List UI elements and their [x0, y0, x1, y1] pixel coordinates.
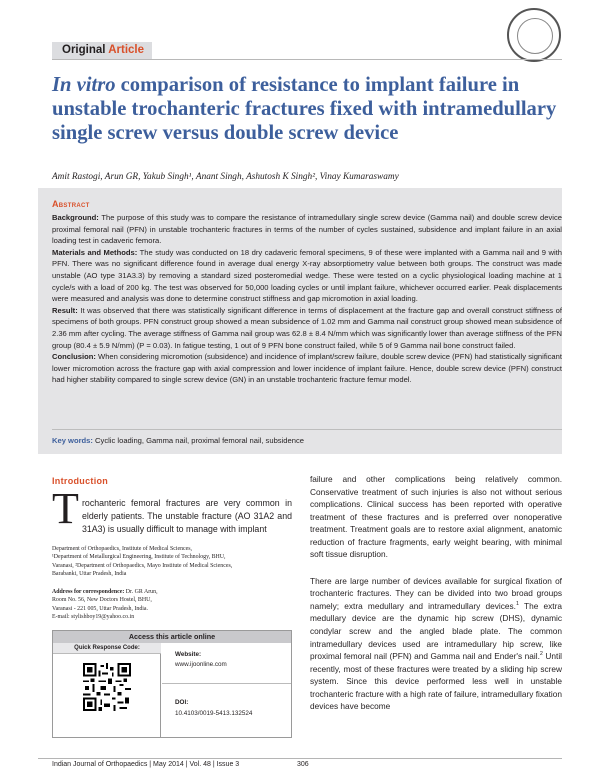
website-label: Website: — [175, 651, 202, 658]
intro-first-paragraph: rochanteric femoral fractures are very common in elderly patients. The unstable fracture (AO 31A2 and 31A3) is usually difficult to manage with implant — [82, 498, 292, 534]
qr-code-icon[interactable] — [83, 663, 131, 711]
website-link[interactable]: www.ijoonline.com — [175, 661, 227, 668]
qr-column — [53, 643, 161, 737]
drop-cap: T — [52, 484, 79, 533]
header-rule — [52, 59, 562, 60]
right-column-text — [310, 473, 562, 713]
access-divider — [162, 683, 291, 684]
abstract-heading: Abstract — [52, 199, 90, 209]
access-box-title: Access this article online — [53, 631, 291, 643]
page-number: 306 — [297, 761, 309, 768]
doi-label: DOI: — [175, 699, 189, 706]
keywords-rule — [52, 429, 562, 430]
keywords: Key words: Cyclic loading, Gamma nail, proximal femoral nail, subsidence — [52, 436, 304, 445]
conclusion-text: When considering micromotion (subsidence) and incidence of implant/screw failure, double screw device (PFN) had statistically significant lower micromotion across the fracture gap with axial compression and lower incidence of implant failure. Hence, double screw device (PFN) construct had higher stability compared to single screw device (GN) in an unstable trochanteric fracture femur model. — [52, 352, 562, 385]
intro-paragraph-continued: failure and other complications being relatively common. Conservative treatment of such injuries is also not without serious complications. Clinical success has been reported with operative treatment of these fractures and is preferred over nonoperative treatment. Treatment goals are to restore axial alignment, anatomic reduction of fracture fragments, early weight bearing, with minimal soft tissue disruption. — [310, 474, 562, 560]
correspondence-email[interactable]: E-mail: stylishboy19@yahoo.co.in — [52, 613, 135, 620]
methods-label: Materials and Methods: — [52, 247, 138, 257]
citation-ref[interactable]: 2 — [539, 651, 543, 658]
journal-footer: Indian Journal of Orthopaedics | May 2014 | Vol. 48 | Issue 3 — [52, 761, 240, 768]
background-text: The purpose of this study was to compare the resistance of intramedullary single screw device (Gamma nail) and double screw device proximal femoral nail (PFN) in unstable trochanteric fractures in terms of the number of cycles sustained, subsidence and implant failure in an axial loading test in cadaveric femora. — [52, 213, 562, 246]
article-title: In vitro comparison of resistance to implant failure in unstable trochanteric fractures fixed with intramedullary single screw versus double screw device — [52, 74, 557, 144]
methods-text: The study was conducted on 18 dry cadaveric femoral specimens, 9 of these were implanted with a Gamma nail and 9 with PFN. There was no significant difference found in average dual energy X-ray absorptiometry value between both groups. The construct was made unstable (AO type 31A3.3) by removing a standard sized posteromedial wedge. These were tested on a cyclic physiological loading machine at 1 cycle/s with a load of 200 kg. The test was observed for 50,000 loading cycles or until implant failure, whichever occurred earlier. Peak displacements were measured and analysis was done to determine construct stiffness and gap micromotion in axial loading. — [52, 247, 563, 304]
footer-rule — [38, 758, 562, 759]
article-type-label: Original Article — [52, 42, 152, 59]
intro-paragraph-devices: There are large number of devices available for surgical fixation of trochanteric fractures. They can be divided into two broad groups namely; extra medullary and intramedullary devices.$^1$ The extra medullary device are the dynamic hip screw (DHS), dynamic condylar screw and the angled blade plate. The common intramedullary devices used are intramedullary hip screw, like proximal femoral nail (PFN) and Gamma nail and Ender's nail.$^2$ Until recently, most of these fractures were treated by a sliding hip screw system. Since this device performed less well in unstable trochanteric fracture with a high rate of failure, intramedullary fixation devices have become — [310, 575, 563, 712]
author-list: Amit Rastogi, Arun GR, Yakub Singh¹, Anant Singh, Ashutosh K Singh², Vinay Kumaraswamy — [52, 172, 399, 182]
qr-label: Quick Response Code: — [53, 643, 161, 654]
conclusion-label: Conclusion: — [52, 352, 96, 362]
doi-link[interactable]: 10.4103/0019-5413.132524 — [175, 710, 253, 717]
citation-ref[interactable]: 1 — [515, 601, 519, 608]
result-label: Result: — [52, 305, 78, 315]
introduction-heading: Introduction — [52, 476, 109, 486]
journal-seal-logo — [507, 8, 561, 62]
access-online-box — [52, 630, 292, 738]
correspondence-address: Address for correspondence: Dr. GR Arun, Room No. 56, New Doctors Hostel, BHU, Varanasi - 221 005, Uttar Pradesh, India. E-mail: stylishboy19@yahoo.co.in — [52, 588, 292, 621]
abstract-body — [52, 212, 562, 386]
result-text: It was observed that there was statistically significant difference in terms of displacement at the fracture gap and overall construct stiffness of specimens of both groups. PFN construct group showed a mean subsidence of 1.02 mm and Gamma nail construct group showed mean subsidence of 2.36 mm after cycling. The average stiffness of Gamma nail group was 62.8 ± 8.4 N/mm which was significantly lower than average stiffness of the PFN group (80.4 ± 5.9 N/mm) (P = 0.03). In fatigue testing, 1 out of 9 PFN bone construct failed, while 5 of 9 Gamma nail bone construct failed. — [52, 305, 562, 350]
background-label: Background: — [52, 213, 99, 222]
affiliations: Department of Orthopaedics, Institute of Medical Sciences, ¹Department of Metallurgical Engineering, Institute of Technology, BHU, Varanasi, ²Department of Orthopaedics, Mayo Institute of Medical Sciences, Barabanki, Uttar Pradesh, India — [52, 546, 233, 577]
